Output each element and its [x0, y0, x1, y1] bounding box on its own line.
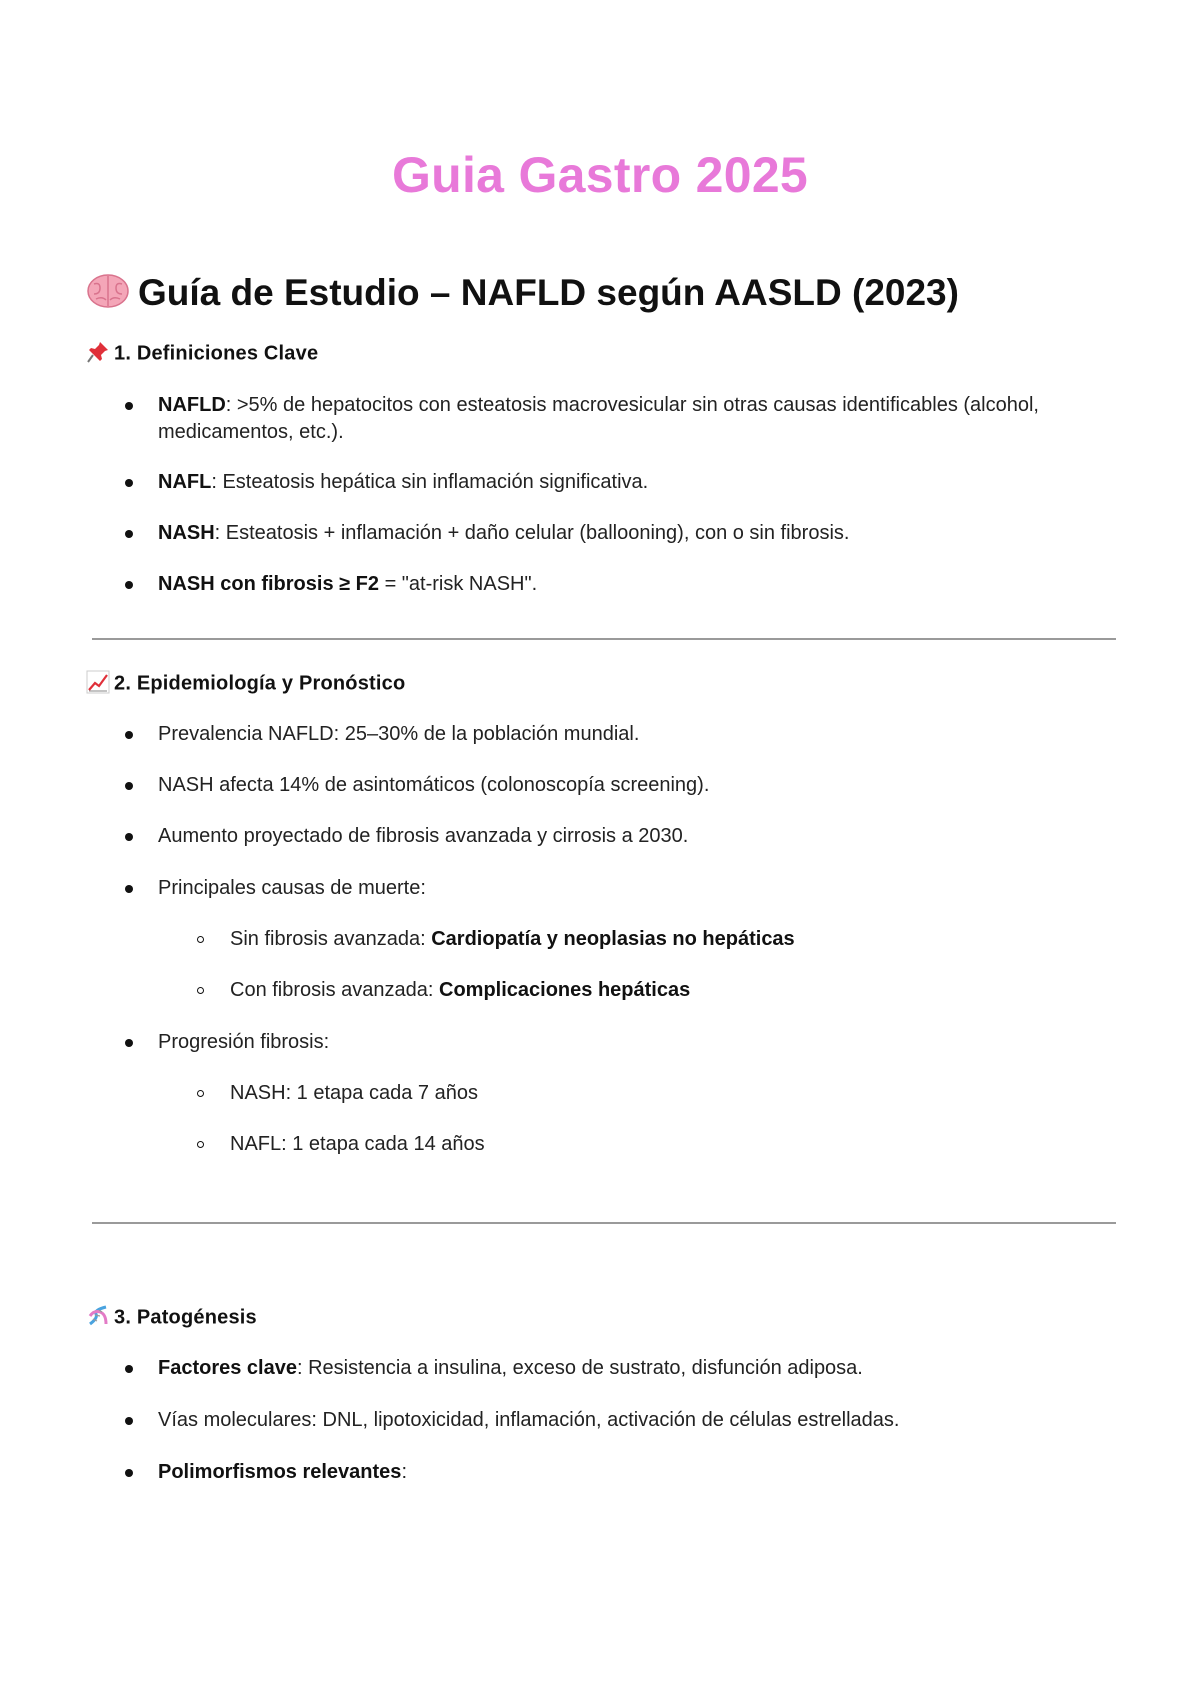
item-text: Progresión fibrosis:	[158, 1031, 330, 1053]
bullet-icon	[125, 1469, 133, 1477]
list-item	[158, 721, 1078, 748]
list-item	[158, 469, 1078, 496]
section-divider	[92, 1222, 1116, 1224]
document-title: Guia Gastro 2025	[391, 147, 809, 203]
hollow-bullet-icon	[197, 987, 204, 994]
section-heading-epidemiologia	[86, 672, 405, 696]
bullet-icon	[125, 581, 133, 589]
item-term: NASH con fibrosis ≥ F2	[158, 573, 380, 595]
hollow-bullet-icon	[197, 936, 204, 943]
sub-list-item	[230, 1131, 1090, 1158]
document-subtitle-row	[86, 272, 959, 314]
bullet-icon	[125, 1039, 133, 1047]
list-item	[158, 392, 1078, 446]
item-text: NAFL: 1 etapa cada 14 años	[230, 1133, 485, 1155]
document-subtitle: Guía de Estudio – NAFLD según AASLD (2023)	[138, 272, 959, 313]
bullet-icon	[125, 402, 133, 410]
item-term: Complicaciones hepáticas	[439, 979, 691, 1001]
sub-list-item	[230, 1080, 1090, 1107]
hollow-bullet-icon	[197, 1141, 204, 1148]
item-text: :	[401, 1461, 407, 1483]
item-text: Aumento proyectado de fibrosis avanzada y cirrosis a 2030.	[158, 825, 689, 847]
list-item	[158, 520, 1078, 547]
section-divider	[92, 638, 1116, 640]
section-heading-patogenesis	[86, 1306, 257, 1330]
item-text: NASH afecta 14% de asintomáticos (colonoscopía screening).	[158, 774, 710, 796]
dna-icon	[86, 1304, 110, 1328]
sub-list-item	[230, 977, 1090, 1004]
section-heading-label: 2. Epidemiología y Pronóstico	[114, 672, 406, 695]
item-term: Factores clave	[158, 1357, 297, 1379]
pushpin-icon	[86, 340, 110, 364]
list-item	[158, 1355, 1078, 1382]
bullet-icon	[125, 833, 133, 841]
item-term: NAFL	[158, 471, 212, 493]
list-item	[158, 772, 1078, 799]
bullet-icon	[125, 731, 133, 739]
bullet-icon	[125, 530, 133, 538]
item-text: : Esteatosis hepática sin inflamación significativa.	[211, 471, 649, 493]
list-item	[158, 571, 1078, 598]
item-text: Vías moleculares: DNL, lipotoxicidad, inflamación, activación de células estrelladas.	[158, 1409, 900, 1431]
list-item	[158, 1029, 1078, 1056]
chart-increasing-icon	[86, 670, 110, 694]
list-item	[158, 1459, 1078, 1486]
list-item	[158, 875, 1078, 902]
item-term: Cardiopatía y neoplasias no hepáticas	[431, 928, 795, 950]
item-term: NAFLD	[158, 394, 226, 416]
item-text: Sin fibrosis avanzada:	[230, 928, 432, 950]
hollow-bullet-icon	[197, 1090, 204, 1097]
item-text: : Esteatosis + inflamación + daño celular (ballooning), con o sin fibrosis.	[214, 522, 850, 544]
item-text: Prevalencia NAFLD: 25–30% de la población mundial.	[158, 723, 640, 745]
bullet-icon	[125, 885, 133, 893]
item-text: NASH: 1 etapa cada 7 años	[230, 1082, 478, 1104]
item-term: Polimorfismos relevantes	[158, 1461, 402, 1483]
list-item	[158, 1407, 1078, 1434]
item-text: : Resistencia a insulina, exceso de sustrato, disfunción adiposa.	[296, 1357, 863, 1379]
section-heading-definiciones	[86, 342, 318, 366]
item-text: Principales causas de muerte:	[158, 877, 426, 899]
bullet-icon	[125, 1417, 133, 1425]
bullet-icon	[125, 782, 133, 790]
bullet-icon	[125, 1365, 133, 1373]
list-item	[158, 823, 1078, 850]
bullet-icon	[125, 479, 133, 487]
item-text: : >5% de hepatocitos con esteatosis macrovesicular sin otras causas identificables (alcohol, medicamentos, etc.).	[158, 394, 1039, 443]
item-text: Con fibrosis avanzada:	[230, 979, 440, 1001]
item-text: = "at-risk NASH".	[379, 573, 538, 595]
section-heading-label: 3. Patogénesis	[114, 1306, 257, 1329]
sub-list-item	[230, 926, 1090, 953]
item-term: NASH	[158, 522, 215, 544]
section-heading-label: 1. Definiciones Clave	[114, 342, 319, 365]
brain-icon	[86, 272, 130, 310]
